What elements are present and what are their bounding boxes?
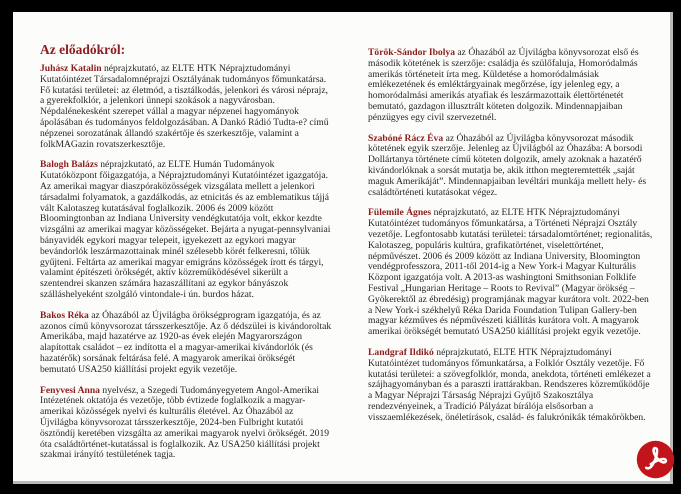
presenter-bio-juhasz-katalin (40, 64, 333, 150)
presenter-bio-text: néprajzkutató, az ELTE HTK Néprajztudományi Kutatóintézet tudományos főmunkatársa, a Történeti Néprajzi Osztály vezetője. Legfontosabb kutatási területei: társadalomtörténet; regionalitás, Kalotaszeg, populáris kultúra, grafikatörténet, viselettörténet, népművészet. 2006 és 2009 között az Indiana University, Bloomington vendégprofesszora, 2011-től 2014-ig a New York-i Magyar Kulturális Központ igazgatója volt. A 2013-as washingtoni Smithsonian Folklife Festival „Hungarian Heritage – Roots to Revival” (Magyar örökség – Gyökerektől az ébredésig) programjának magyar kurátora volt. 2022-ben a New York-i székhelyű Réka Darida Foundation Tulipan Gallery-ben magyar kézműves és népművészeti kiállítás kurátora volt. A magyarok amerikai örökségét bemutató USA250 kiállítási projekt egyik vezetője. (368, 207, 653, 338)
presenter-bio-text: nyelvész, a Szegedi Tudományegyetem Angol-Amerikai Intézetének oktatója és vezetője, több évtizede foglalkozik a magyar-amerikai közösségek nyelvi és kulturális életével. Az Óhazából az Újvilágba könyvsorozat társszerkesztője, 2024-ben Fulbright kutatói ösztöndíj keretében vizsgálta az amerikai magyarok nyelvi örökségét. 2019 óta családtörténet-kutatással is foglalkozik. Az USA250 kiállítási projekt szakmai irányító testületének tagja. (40, 384, 330, 461)
presenter-name: Bakos Réka (40, 309, 89, 321)
adobe-pdf-icon[interactable] (636, 440, 675, 479)
presenter-name: Landgraf Ildikó (368, 346, 434, 358)
presenter-name: Fenyvesi Anna (40, 384, 100, 396)
presenter-name: Juhász Katalin (40, 63, 102, 74)
presenter-name: Balogh Balázs (40, 159, 98, 171)
presenter-bio-szabone-racz-eva (368, 134, 655, 199)
presenter-bio-text: néprajzkutató, az ELTE Humán Tudományok Kutatóközpont főigazgatója, a Néprajztudományi Kutatóintézet igazgatója. Az amerikai magyar diaszpóraközösségek vizsgálata mellett a jelenkori társadalmi folyamatok, a gazdálkodás, az etnicitás és az emblematikus tájjá vált Kalotaszeg kutatásával foglalkozik. 2006 és 2009 között Bloomingtonban az Indiana University vendégkutatója volt, ekkor kezdte vizsgálni az amerikai magyar közösségeket. Bejárta a nyugat-pennsylvaniai bányavidék egykori magyar telepeit, igyekezett az egykori magyar bevándorlók leszármazottainak minél szélesebb körét felkeresni, tőlük gyűjteni. Feltárta az amerikai magyar emigráns közösségek írott és tárgyi, valamint építészeti örökségét, aktív közreműködésével sikerült a szentendrei skanzen számára hazaszállítani az egykor bányászok szálláshelyeként szolgáló vintondale-i ún. burdos házat. (40, 159, 331, 300)
document-page (13, 12, 673, 484)
presenter-bio-text: az Óhazából az Újvilágba könyvsorozat második kötetének egyik szerzője. Jelenleg az Újvilágból az Óhazába: A borsodi Dollártanya története című köteten dolgozik, amely azoknak a hazatérő kivándorlóknak a sorsát mutatja be, akik itthon megteremtették „saját maguk Amerikáját”. Mindennapjaiban levéltári munkája mellett hely- és családtörténeti kutatásokat végez. (368, 132, 647, 198)
presenter-bio-text: néprajzkutató, az ELTE HTK Néprajztudományi Kutatóintézet Társadalomnéprajzi Osztályának tudományos főmunkatársa. Fő kutatási területei: az életmód, a tisztálkodás, jelenkori és városi néprajz, a gyerekfolklór, a jelenkori ünnepi szokások a nagyvárosban. Népdalénekesként szerepet vállal a magyar népzenei hagyományok ápolásában és tudományos feldolgozásában. A Dankó Rádió Tudta-e? című népzenei sorozatának állandó szakértője és szerkesztője, valamint a folkMAGazin rovatszerkesztője. (40, 63, 329, 150)
presenter-bio-bakos-reka (40, 311, 333, 376)
presenter-bio-fenyvesi-anna (40, 386, 333, 462)
presenter-bio-text: néprajzkutató, ELTE HTK Néprajztudományi Kutatóintézet tudományos főmunkatársa, a Folklór Osztály vezetője. Fő kutatási területei: a szövegfolklór, monda, anekdota, történeti emlékezet a szájhagyományban és a paraszti irattárakban. Rendszeres közreműködője a Magyar Néprajzi Társaság Néprajzi Gyűjtő Szakosztálya rendezvényeinek, a Tradíció Pályázat bírálója elsősorban a visszaemlékezések, önéletírások, család- és falukrónikák témakörökben. (368, 346, 651, 423)
column-right (368, 48, 655, 434)
presenter-bio-fulemile-agnes (368, 208, 655, 338)
page-title: Az előadókról: (40, 42, 126, 57)
adobe-pdf-icon-graphic (636, 440, 675, 479)
presenter-bio-balogh-balazs (40, 160, 333, 300)
presenter-bio-torok-sandor-ibolya (368, 48, 655, 124)
presenter-bio-landgraf-ildiko (368, 348, 655, 424)
column-left (40, 42, 333, 471)
presenter-name: Fülemile Ágnes (368, 207, 432, 219)
presenter-name: Török-Sándor Ibolya (368, 47, 455, 58)
presenter-bio-text: az Óhazából az Újvilágba könyvsorozat első és második kötetének is szerzője: családja és szülőfaluja, Homoródalmás amerikás történeteit írta meg. Küldetése a homoródalmásiak emlékezetének és emléktárgyainak megőrzése, így jelenleg egy, a homoródalmási amerikás atyafiak és leszármazottaik élettörténetét bemutató, gazdagon illusztrált köteten dolgozik. Mindennapjaiban pénzügyes egy civil szervezetnél. (368, 47, 639, 123)
presenter-bio-text: az Óhazából az Újvilágba örökségprogram igazgatója, és az azonos című könyvsorozat társszerkesztője. Az ő dédszülei is kivándoroltak Amerikába, majd hazatérve az 1920-as évek elején Magyarországon alapítottak családot – ez indította el a magyar-amerikai kivándorlók (és hazatérők) sorsának feltárása felé. A magyarok amerikai örökségét bemutató USA250 kiállítási projekt egyik vezetője. (40, 309, 332, 375)
presenter-name: Szabóné Rácz Éva (368, 132, 444, 144)
